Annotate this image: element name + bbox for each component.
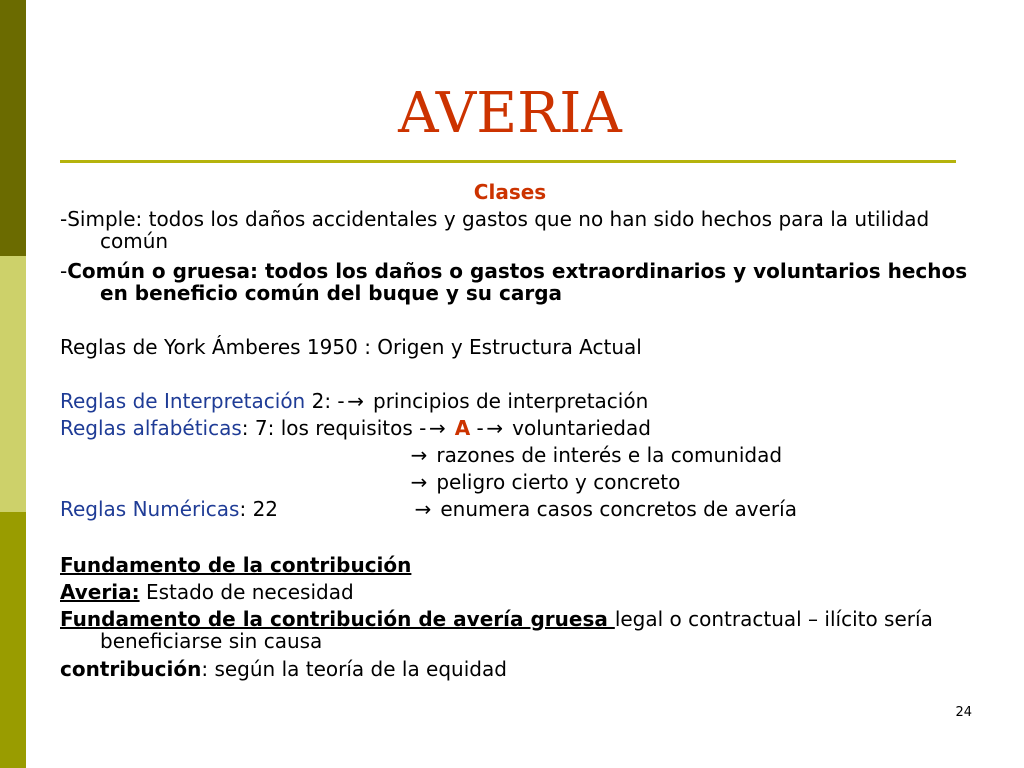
interpretacion-rest: 2: - <box>305 389 345 413</box>
paragraph-comun <box>60 260 1000 304</box>
averia-line <box>60 579 970 605</box>
contribucion-rest: : según la teoría de la equidad <box>201 657 507 681</box>
comun-text: Común o gruesa: todos los daños o gastos extraordinarios y voluntarios hechos en beneficio común del buque y su carga <box>67 259 968 305</box>
arrow-icon: → <box>410 443 428 467</box>
slide-title: AVERIA <box>398 81 622 146</box>
left-stripe-middle <box>0 256 26 512</box>
slide-number: 24 <box>955 705 972 720</box>
contribucion-line <box>60 656 970 682</box>
comun-dash: - <box>60 259 68 283</box>
arrow-icon: → <box>414 497 432 521</box>
interpretacion-after: principios de interpretación <box>366 389 649 413</box>
peligro-text: peligro cierto y concreto <box>430 470 681 494</box>
interpretacion-label: Reglas de Interpretación <box>60 389 306 413</box>
numericas-rest: : 22 <box>239 497 279 521</box>
alfabeticas-dash: - <box>470 416 484 440</box>
slide-subtitle: Clases <box>473 180 547 204</box>
contribucion-label: contribución <box>60 657 202 681</box>
arrow-icon: → <box>486 416 504 440</box>
paragraph-simple <box>60 208 1000 252</box>
arrow-icon: → <box>410 470 428 494</box>
averia-label: Averia: <box>60 580 140 604</box>
fundamento-gruesa-paragraph <box>60 608 1005 652</box>
interpretacion-line <box>60 388 970 414</box>
left-stripe-top <box>0 0 26 256</box>
fundamento-gruesa-rest: legal o contractual – ilícito sería beneficiarse sin causa <box>100 607 933 653</box>
alfabeticas-letter: A <box>454 416 471 440</box>
razones-text: razones de interés e la comunidad <box>430 443 783 467</box>
numericas-label: Reglas Numéricas <box>60 497 240 521</box>
averia-rest: Estado de necesidad <box>139 580 354 604</box>
york-line: Reglas de York Ámberes 1950 : Origen y Estructura Actual <box>60 335 642 359</box>
fundamento-heading: Fundamento de la contribución <box>60 553 412 577</box>
alfabeticas-rest: : 7: los requisitos - <box>241 416 427 440</box>
numericas-after: enumera casos concretos de avería <box>434 497 797 521</box>
fundamento-gruesa-label: Fundamento de la contribución de avería gruesa <box>60 607 615 631</box>
title-divider <box>60 160 956 163</box>
alfabeticas-line <box>60 415 970 441</box>
alfabeticas-label: Reglas alfabéticas <box>60 416 242 440</box>
numericas-arrow-line <box>412 496 972 522</box>
razones-line <box>408 442 968 468</box>
arrow-icon: → <box>428 416 446 440</box>
peligro-line <box>408 469 968 495</box>
simple-text: -Simple: todos los daños accidentales y gastos que no han sido hechos para la utilidad común <box>60 207 930 253</box>
left-stripe-bottom <box>0 512 26 768</box>
arrow-icon: → <box>347 389 365 413</box>
alfabeticas-after: voluntariedad <box>505 416 651 440</box>
